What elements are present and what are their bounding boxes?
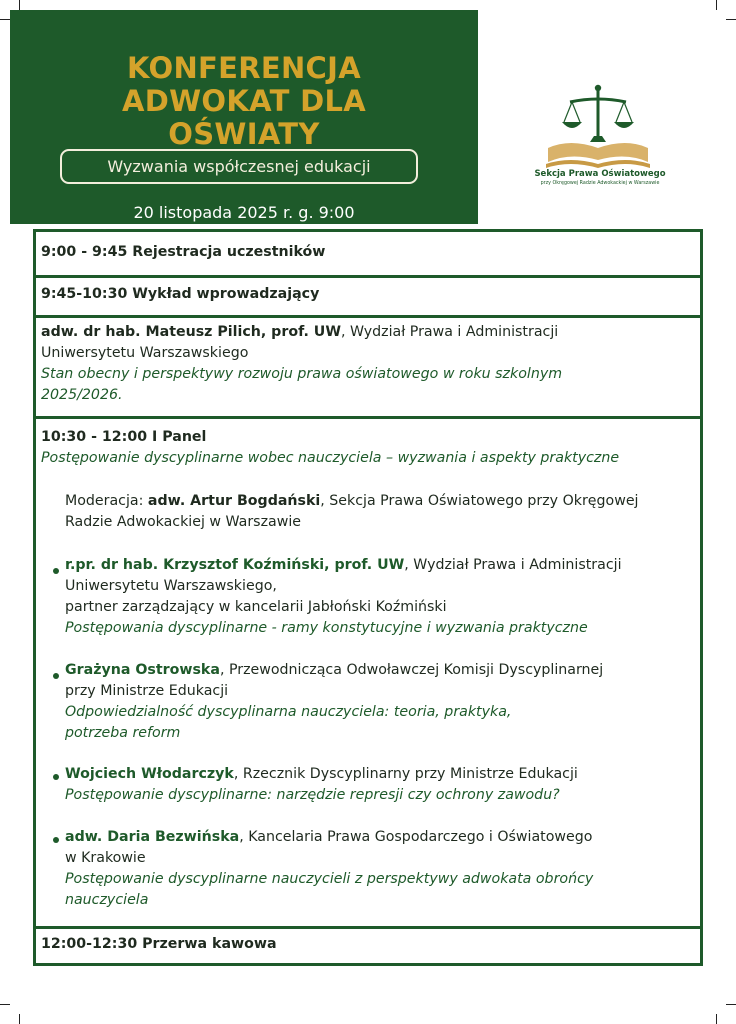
moderation-label: Moderacja:	[65, 493, 148, 509]
conference-title	[10, 52, 478, 151]
crop-mark	[716, 0, 717, 10]
bullet-icon	[53, 673, 59, 679]
program-row-break	[33, 929, 703, 966]
bullet-icon	[53, 568, 59, 574]
crop-mark	[726, 19, 736, 20]
speaker-affiliation: , Wydział Prawa i Administracji	[404, 557, 622, 573]
speaker-affiliation: , Rzecznik Dyscyplinarny przy Ministrze Edukacji	[233, 766, 578, 782]
speaker-affiliation: Uniwersytetu Warszawskiego,	[65, 578, 277, 594]
speaker-topic: Postępowanie dyscyplinarne nauczycieli z perspektywy adwokata obrońcy	[65, 871, 594, 887]
crop-mark	[0, 19, 10, 20]
speaker-affiliation: Uniwersytetu Warszawskiego	[41, 345, 249, 361]
speaker-affiliation: , Wydział Prawa i Administracji	[340, 324, 559, 340]
panel-speaker	[65, 660, 692, 744]
title-line: KONFERENCJA	[127, 51, 361, 85]
speaker-topic: Odpowiedzialność dyscyplinarna nauczyciela: teoria, praktyka,	[65, 704, 512, 720]
crop-mark	[19, 1014, 20, 1024]
speaker-topic: nauczyciela	[65, 892, 149, 908]
bullet-icon	[53, 774, 59, 780]
title-line: ADWOKAT DLA	[122, 84, 366, 118]
speaker-affiliation: , Kancelaria Prawa Gospodarczego i Oświatowego	[239, 829, 593, 845]
program-row-lecture-speaker	[33, 318, 703, 419]
speaker-affiliation: przy Ministrze Edukacji	[65, 683, 229, 699]
speaker-name: Grażyna Ostrowska	[65, 662, 220, 678]
panel-speaker	[65, 555, 692, 639]
moderation	[65, 491, 692, 533]
program-row-registration	[33, 229, 703, 278]
logo-organization-name: Sekcja Prawa Oświatowego	[534, 169, 666, 179]
break-text: 12:00-12:30 Przerwa kawowa	[41, 936, 277, 952]
speaker-topic: Postępowanie dyscyplinarne: narzędzie represji czy ochrony zawodu?	[65, 787, 560, 803]
event-date: 20 listopada 2025 r. g. 9:00	[133, 203, 355, 222]
moderator-name: adw. Artur Bogdański	[147, 493, 321, 509]
lecture-heading: 9:45-10:30 Wykład wprowadzający	[41, 286, 320, 302]
program-row-panel	[33, 419, 703, 929]
speaker-affiliation: w Krakowie	[65, 850, 146, 866]
speaker-affiliation: , Przewodnicząca Odwoławczej Komisji Dyscyplinarnej	[219, 662, 604, 678]
lecture-topic: 2025/2026.	[41, 387, 123, 403]
speaker-topic: potrzeba reform	[65, 725, 181, 741]
program-row-lecture	[33, 278, 703, 318]
panel-speaker	[65, 827, 692, 911]
panel-heading: 10:30 - 12:00 I Panel	[41, 429, 207, 445]
crop-mark	[0, 1004, 10, 1005]
bullet-icon	[53, 837, 59, 843]
registration-text: 9:00 - 9:45 Rejestracja uczestników	[41, 244, 326, 260]
panel-speaker	[65, 764, 692, 806]
subtitle-badge: Wyzwania współczesnej edukacji	[60, 149, 418, 184]
speaker-name: r.pr. dr hab. Krzysztof Koźmiński, prof. UW	[65, 557, 405, 573]
speaker-name: adw. dr hab. Mateusz Pilich, prof. UW	[41, 324, 341, 340]
crop-mark	[19, 0, 20, 10]
title-line: OŚWIATY	[168, 117, 320, 151]
header-banner	[10, 10, 478, 224]
speaker-name: Wojciech Włodarczyk	[65, 766, 234, 782]
crop-mark	[716, 1014, 717, 1024]
speaker-affiliation: partner zarządzający w kancelarii Jabłoński Koźmiński	[65, 599, 447, 615]
speaker-name: adw. Daria Bezwińska	[65, 829, 240, 845]
moderator-affiliation: , Sekcja Prawa Oświatowego przy Okręgowej	[320, 493, 639, 509]
crop-mark	[726, 1004, 736, 1005]
panel-subtitle: Postępowanie dyscyplinarne wobec nauczyciela – wyzwania i aspekty praktyczne	[41, 450, 620, 466]
logo-organization-subname: przy Okręgowej Radzie Adwokackiej w Warszawie	[540, 181, 660, 186]
speaker-topic: Postępowania dyscyplinarne - ramy konstytucyjne i wyzwania praktyczne	[65, 620, 588, 636]
lecture-topic: Stan obecny i perspektywy rozwoju prawa oświatowego w roku szkolnym	[41, 366, 563, 382]
moderator-affiliation: Radzie Adwokackiej w Warszawie	[65, 514, 301, 530]
